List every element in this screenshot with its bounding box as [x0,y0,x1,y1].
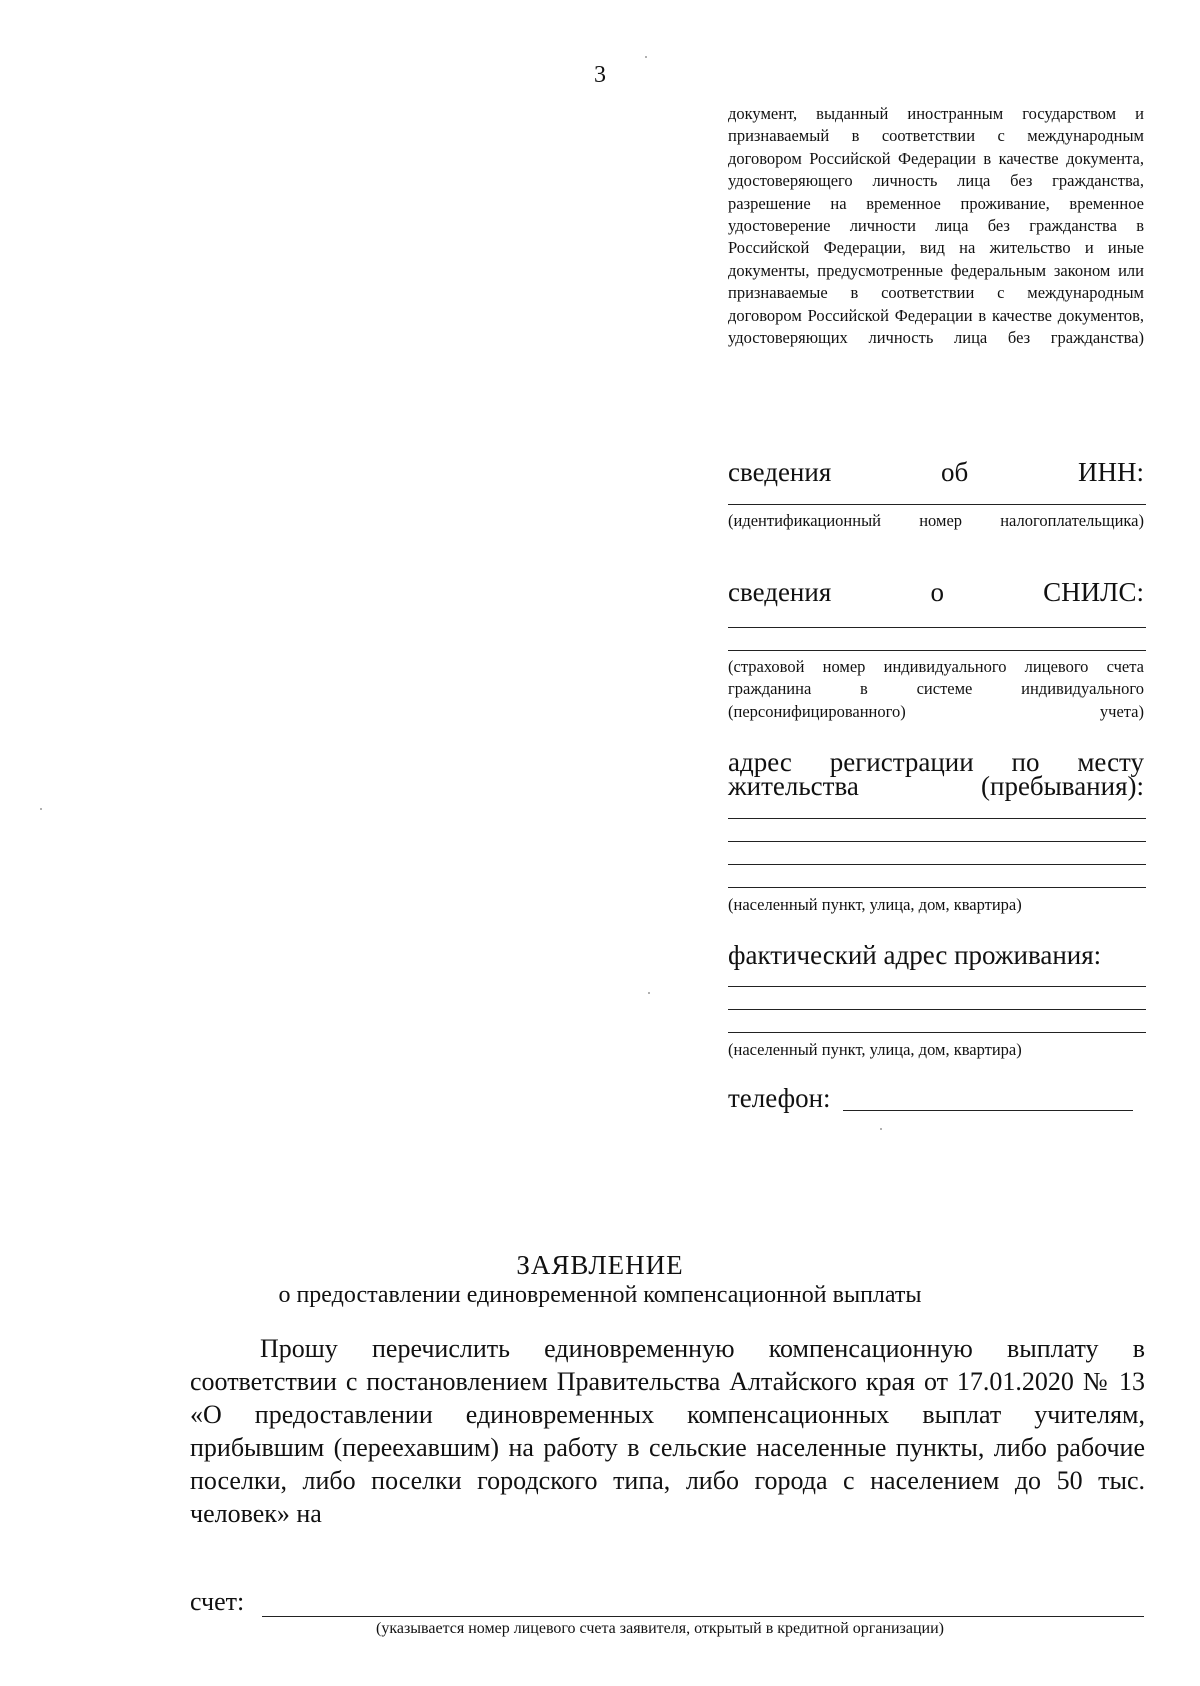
actual-address-label: фактический адрес проживания: [728,940,1102,970]
page-number: 3 [594,62,606,88]
inn-caption: (идентификационный номер налогоплательщика) [728,511,1144,530]
inn-label: сведения об ИНН: [728,457,1144,487]
registration-address-line-3[interactable] [728,864,1146,865]
registration-address-line-4[interactable] [728,887,1146,888]
statement-subtitle: о предоставлении единовременной компенсационной выплаты [278,1282,922,1308]
identity-docs-note: документ, выданный иностранным государством и признаваемый в соответствии с международным договором Российской Федерации в качестве документа, удостоверяющего личность лица без гражданства, разрешение на временное проживание, временное удостоверение личности лица без гражданства в Российской Федерации, вид на жительство и иные документы, предусмотренные федеральным законом или признаваемые в соответствии с международным договором Российской Федерации в качестве документов, удостоверяющих личность лица без гражданства) [728,104,1144,348]
account-field-line[interactable] [262,1616,1144,1617]
actual-address-caption: (населенный пункт, улица, дом, квартира) [728,1040,1022,1059]
scan-speck [648,992,650,994]
registration-address-label: адрес регистрации по месту жительства (пребывания): [728,747,1144,801]
snils-field-line-2[interactable] [728,650,1146,651]
scan-speck [40,808,42,810]
inn-field-line[interactable] [728,504,1146,505]
registration-address-line-1[interactable] [728,818,1146,819]
statement-title: ЗАЯВЛЕНИЕ [516,1250,684,1280]
statement-body [190,1332,1145,1530]
actual-address-line-3[interactable] [728,1032,1146,1033]
snils-caption: (страховой номер индивидуального лицевого счета гражданина в системе индивидуального (персонифицированного) учета) [728,657,1144,721]
snils-field-line-1[interactable] [728,627,1146,628]
account-label: счет: [190,1587,245,1616]
scan-speck [645,56,647,58]
statement-body-text: Прошу перечислить единовременную компенсационную выплату в соответствии с постановлением Правительства Алтайского края от 17.01.2020 № 13 «О предоставлении единовременных компенсационных выплат учителям, прибывшим (переехавшим) на работу в сельские населенные пункты, либо рабочие поселки, либо поселки городского типа, либо города с населением до 50 тыс. человек» на [190,1334,1145,1528]
phone-field-line[interactable] [843,1110,1133,1111]
account-caption: (указывается номер лицевого счета заявителя, открытый в кредитной организации) [376,1620,944,1637]
actual-address-line-2[interactable] [728,1009,1146,1010]
scan-speck [880,1128,882,1130]
registration-address-caption: (населенный пункт, улица, дом, квартира) [728,895,1022,914]
actual-address-line-1[interactable] [728,986,1146,987]
snils-label: сведения о СНИЛС: [728,577,1144,607]
phone-label: телефон: [728,1083,831,1113]
account-row [190,1587,1145,1617]
registration-address-line-2[interactable] [728,841,1146,842]
